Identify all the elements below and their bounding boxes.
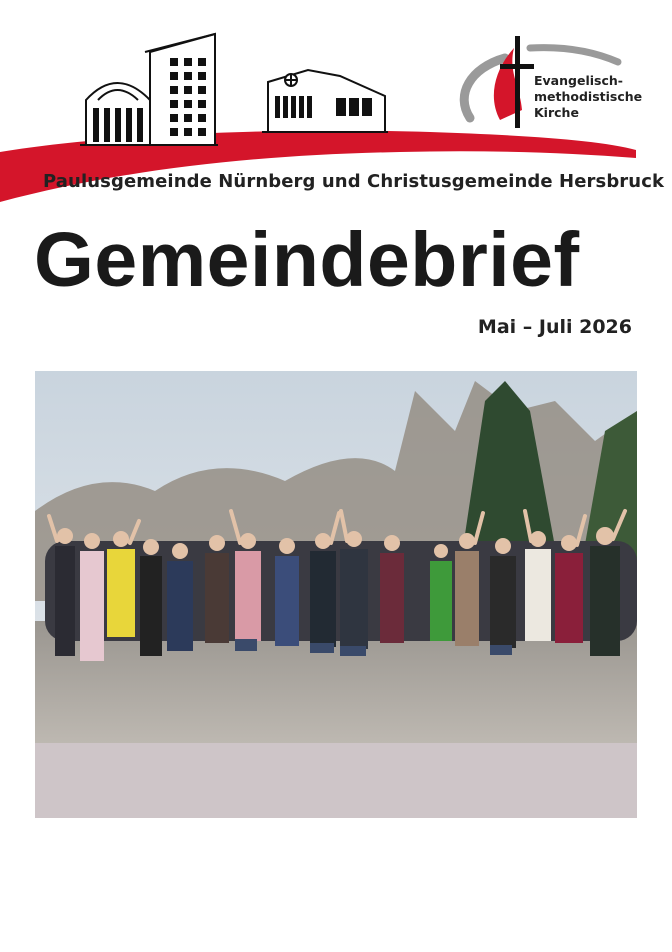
issue-date: Mai – Juli 2026 [477, 316, 632, 338]
logo-line-2: methodistische [534, 89, 643, 104]
logo-line-3: Kirche [534, 105, 579, 120]
congregations-subtitle: Paulusgemeinde Nürnberg und Christusgemeinde Hersbruck [43, 171, 665, 192]
page-title: Gemeindebrief [34, 217, 580, 303]
caption-panel [35, 743, 637, 818]
logo-line-1: Evangelisch- [534, 73, 623, 88]
church-building-icon [80, 34, 218, 145]
cover-photo [35, 371, 637, 743]
church-building-icon [262, 70, 388, 132]
church-logo-text [534, 73, 642, 121]
